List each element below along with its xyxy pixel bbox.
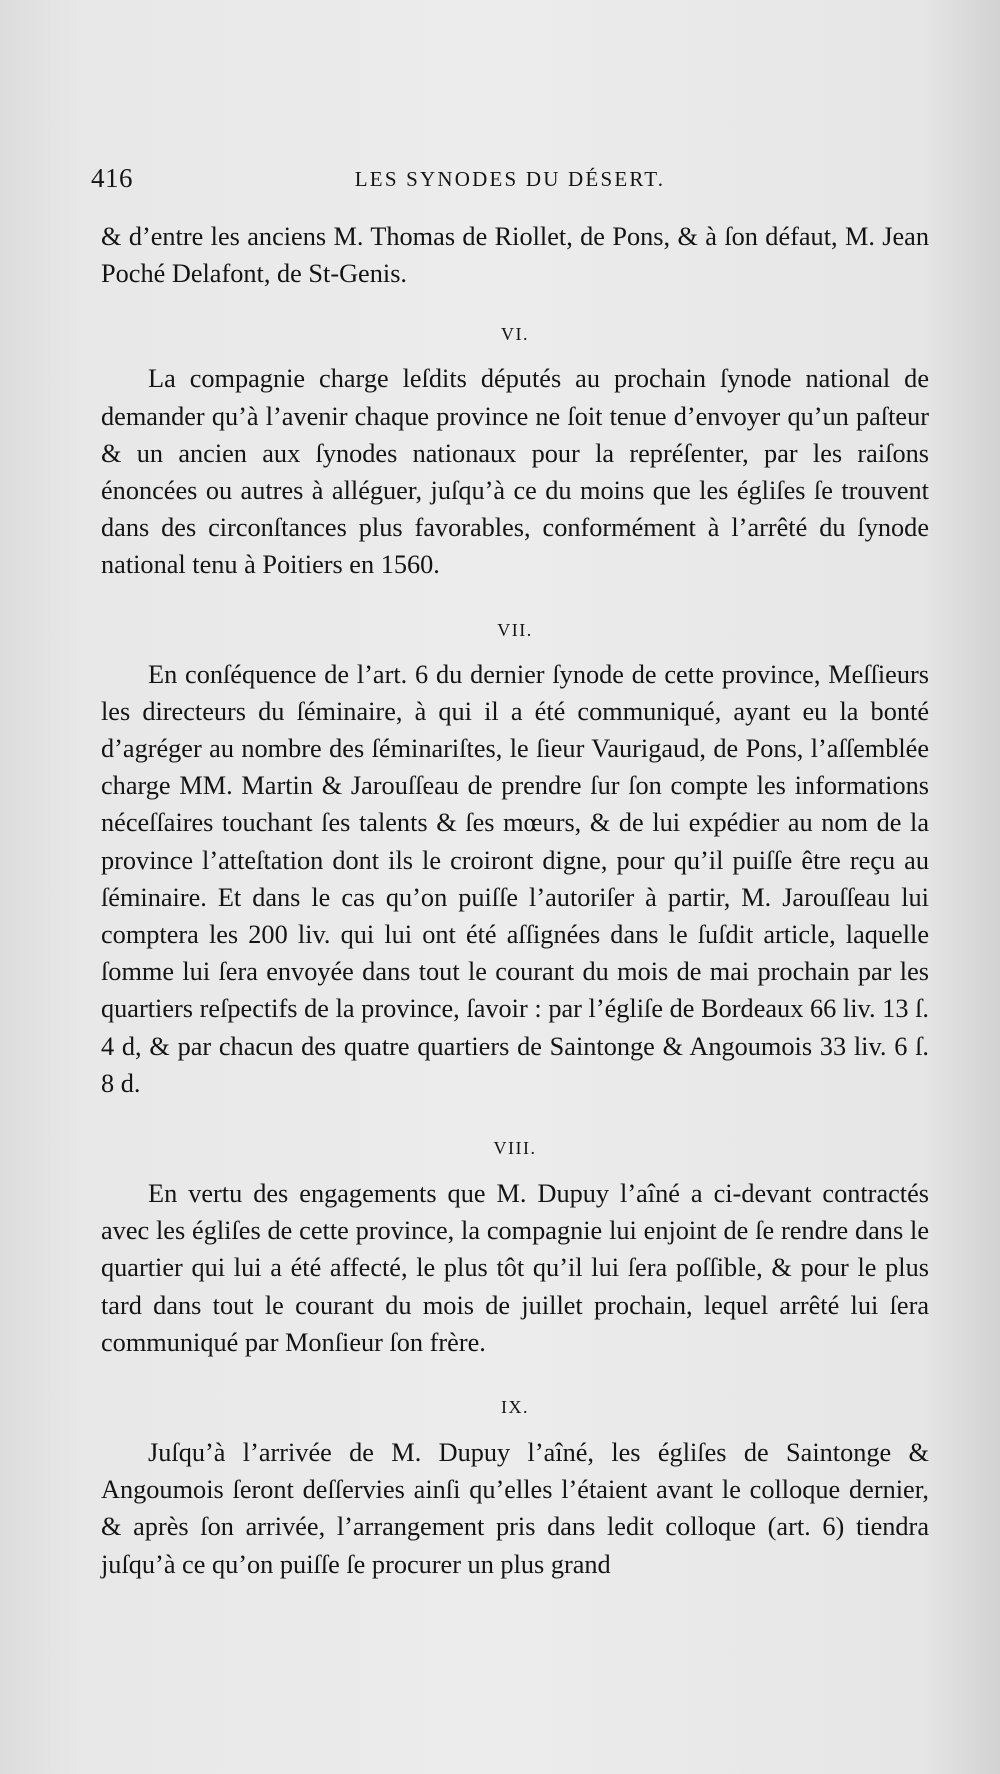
paragraph-vi: La compagnie charge leſdits députés au prochain ſynode national de demander qu’à l’avenir chaque province ne ſoit tenue d’envoyer qu’un paſteur & un ancien aux ſynodes nationaux pour la repréſenter, par les raiſons énoncées ou autres à alléguer, juſqu’à ce du moins que les égliſes ſe trouvent dans des circonſtances plus favorables, conformément à l’arrêté du ſynode national tenu à Poitiers en 1560. <box>101 364 929 580</box>
running-title: LES SYNODES DU DÉSERT. <box>354 167 666 191</box>
page-body <box>101 218 929 1583</box>
paragraph-vii: En conſéquence de l’art. 6 du dernier ſynode de cette province, Meſſieurs les directeurs du ſéminaire, à qui il a été communiqué, ayant eu la bonté d’agréger au nombre des ſéminariſtes, le ſieur Vaurigaud, de Pons, l’aſſemblée charge MM. Martin & Jarouſſeau de prendre ſur ſon compte les informations néceſſaires touchant ſes talents & ſes mœurs, & de lui expédier au nom de la province l’atteſtation dont ils le croiront digne, pour qu’il puiſſe être reçu au ſéminaire. Et dans le cas qu’on puiſſe l’autoriſer à partir, M. Jarouſſeau lui comptera les 200 liv. qui lui ont été aſſignées dans le ſuſdit article, laquelle ſomme lui ſera envoyée dans tout le courant du mois de mai prochain par les quartiers reſpectifs de la province, ſavoir : par l’égliſe de Bordeaux 66 liv. 13 ſ. 4 d, & par chacun des quatre quartiers de Saintonge & Angoumois 33 liv. 6 ſ. 8 d. <box>101 659 929 1098</box>
page-number: 416 <box>91 163 133 193</box>
section-heading-vii: VII. <box>497 619 533 640</box>
page-header <box>91 163 929 203</box>
section-heading-viii: VIII. <box>493 1138 537 1159</box>
opening-paragraph: & d’entre les anciens M. Thomas de Riollet, de Pons, & à ſon défaut, M. Jean Poché Delafont, de St-Genis. <box>101 222 929 289</box>
section-heading-ix: IX. <box>501 1397 529 1418</box>
paragraph-viii: En vertu des engagements que M. Dupuy l’aîné a ci-devant contractés avec les égliſes de cette province, la compagnie lui enjoint de ſe rendre dans le quartier qui lui a été affecté, le plus tôt qu’il lui ſera poſſible, & pour le plus tard dans tout le courant du mois de juillet prochain, lequel arrêté lui ſera communiqué par Monſieur ſon frère. <box>101 1179 929 1357</box>
section-heading-vi: VI. <box>501 324 529 345</box>
paragraph-ix: Juſqu’à l’arrivée de M. Dupuy l’aîné, les égliſes de Saintonge & Angoumois ſeront deſſervies ainſi qu’elles l’étaient avant le colloque dernier, & après ſon arrivée, l’arrangement pris dans ledit colloque (art. 6) tiendra juſqu’à ce qu’on puiſſe ſe procurer un plus grand <box>101 1438 929 1579</box>
